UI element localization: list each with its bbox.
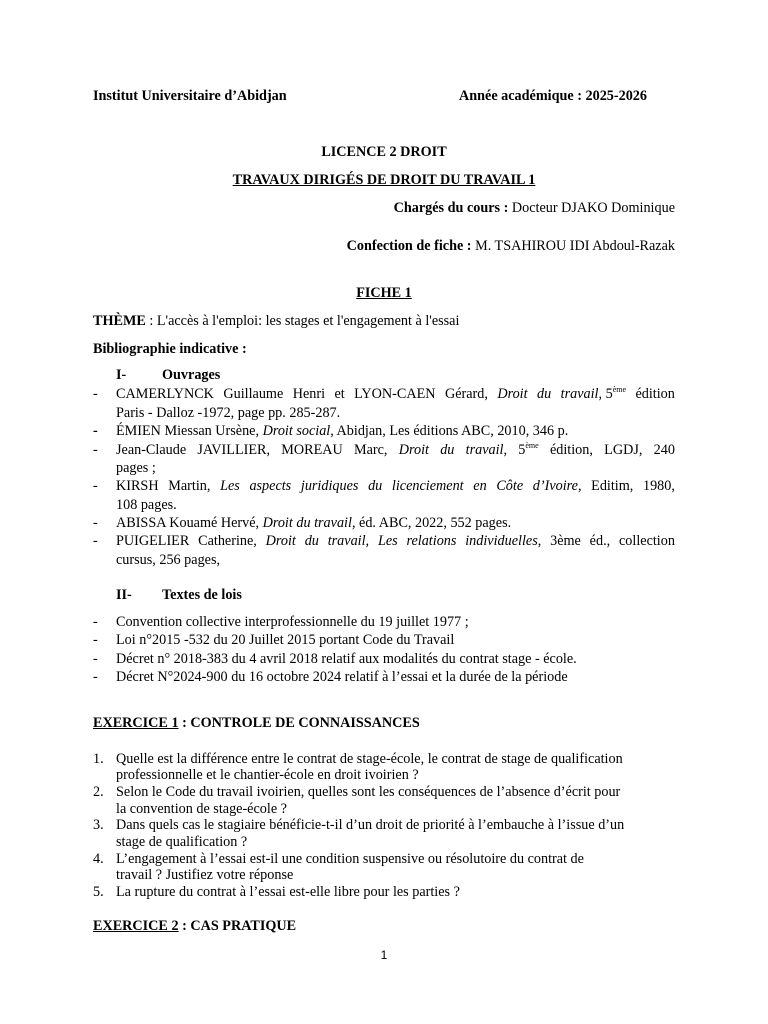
book-4-line2: 108 pages. [116, 497, 177, 513]
book-3-line2: pages ; [116, 460, 156, 476]
question-1-line1: Quelle est la différence entre le contrat de stage-école, le contrat de stage de qualification [116, 751, 623, 767]
program-title: LICENCE 2 DROIT [321, 144, 447, 160]
question-4-line1: L’engagement à l’essai est-il une condition suspensive ou résolutoire du contrat de [116, 851, 584, 867]
law-1: Convention collective interprofessionnelle du 19 juillet 1977 ; [116, 614, 469, 630]
book-2-title: Droit social [262, 423, 331, 439]
book-1-w1: CAMERLYNCK [116, 386, 214, 402]
book-3-w11: 240 [653, 442, 675, 458]
book-1-w7: Droit [497, 386, 528, 402]
academic-year-value: 2025-2026 [585, 88, 647, 104]
book-3-w6: du [440, 442, 455, 458]
book-3-dash: - [93, 442, 98, 458]
book-6-w1: PUIGELIER [116, 533, 190, 549]
fiche-title: FICHE 1 [356, 285, 412, 301]
book-4-w6: du [368, 478, 383, 494]
book-5-dash: - [93, 515, 98, 531]
book-3-line1 [116, 442, 675, 459]
book-6-w2: Catherine, [198, 533, 257, 549]
book-5-title: Droit du travail [262, 515, 352, 531]
author-value: M. TSAHIROU IDI Abdoul-Razak [471, 238, 675, 254]
book-2-publisher: , Abidjan, Les éditions ABC, 2010, 346 p. [330, 423, 569, 439]
book-3-w3: MOREAU [281, 442, 343, 458]
law-4: Décret N°2024-900 du 16 octobre 2024 relatif à l’essai et la durée de la période [116, 669, 568, 685]
book-3-w9: édition, [549, 442, 593, 458]
question-3-line2: stage de qualification ? [116, 834, 248, 850]
book-5-author: ABISSA Kouamé Hervé, [116, 515, 263, 531]
question-3-number: 3. [93, 817, 104, 833]
book-6-w10: éd., [589, 533, 611, 549]
book-5-line [116, 515, 511, 532]
academic-year [459, 88, 647, 105]
book-1-dash: - [93, 386, 98, 402]
law-3: Décret n° 2018-383 du 4 avril 2018 relatif aux modalités du contrat stage - école. [116, 651, 577, 667]
exercise1-title: : CONTROLE DE CONNAISSANCES [178, 715, 420, 731]
lecturer-label: Chargés du cours : [393, 200, 509, 216]
book-6-w9: 3ème [550, 533, 581, 549]
book-4-w12: 1980, [642, 478, 675, 494]
book-3-w7: travail, [465, 442, 508, 458]
exercise2-label: EXERCICE 2 [93, 918, 179, 934]
section1-title: Ouvrages [162, 367, 221, 383]
book-6-w3: Droit [265, 533, 296, 549]
book-3-w5: Droit [398, 442, 429, 458]
academic-year-label: Année académique : [459, 88, 586, 104]
question-5-line1: La rupture du contrat à l’essai est-elle libre pour les parties ? [116, 884, 460, 900]
exercise1-heading [93, 715, 420, 732]
book-3-w4: Marc, [354, 442, 388, 458]
theme-line [93, 313, 459, 330]
bibliography-title: Bibliographie indicative : [93, 341, 247, 357]
book-1-w10: édition [635, 386, 675, 402]
page-number: 1 [380, 948, 388, 962]
section2-numeral: II- [116, 587, 132, 603]
book-1-w4: et [334, 386, 345, 402]
book-6-w4: du [304, 533, 319, 549]
lecturer-line [394, 200, 675, 217]
book-1-w2: Guillaume [223, 386, 284, 402]
book-4-w1: KIRSH [116, 478, 159, 494]
theme-value: : L'accès à l'emploi: les stages et l'engagement à l'essai [145, 313, 460, 329]
book-4-line1 [116, 478, 675, 495]
book-4-dash: - [93, 478, 98, 494]
question-3-line1: Dans quels cas le stagiaire bénéficie-t-il d’un droit de priorité à l’embauche à l’issue d’un [116, 817, 625, 833]
law-3-dash: - [93, 651, 98, 667]
book-5-publisher: , éd. ABC, 2022, 552 pages. [351, 515, 512, 531]
book-6-w11: collection [619, 533, 675, 549]
book-3-w1: Jean-Claude [116, 442, 187, 458]
book-4-w10: d’Ivoire, [532, 478, 582, 494]
law-4-dash: - [93, 669, 98, 685]
book-2-author: ÉMIEN Miessan Ursène, [116, 423, 263, 439]
question-2-line1: Selon le Code du travail ivoirien, quelles sont les conséquences de l’absence d’écrit pour [116, 784, 621, 800]
question-5-number: 5. [93, 884, 104, 900]
book-3-w10: LGDJ, [604, 442, 643, 458]
book-3-w2: JAVILLIER, [197, 442, 271, 458]
exercise1-label: EXERCICE 1 [93, 715, 179, 731]
book-1-line1 [116, 386, 675, 403]
book-4-w11: Editim, [591, 478, 634, 494]
book-1-w9: travail, 5ème [560, 385, 627, 402]
book-4-w9: Côte [496, 478, 524, 494]
book-6-line2: cursus, 256 pages, [116, 552, 221, 568]
book-6-w8: individuelles, [465, 533, 542, 549]
section2-title: Textes de lois [162, 587, 242, 603]
book-6-w7: relations [406, 533, 457, 549]
question-1-line2: professionnelle et le chantier-école en droit ivoirien ? [116, 767, 419, 783]
book-1-w6: Gérard, [444, 386, 488, 402]
author-line [347, 238, 675, 255]
book-1-w8: du [537, 386, 552, 402]
book-6-dash: - [93, 533, 98, 549]
question-2-number: 2. [93, 784, 104, 800]
book-6-line1 [116, 533, 675, 550]
book-1-w3: Henri [292, 386, 326, 402]
book-6-w6: Les [377, 533, 398, 549]
institution-name: Institut Universitaire d’Abidjan [93, 88, 287, 104]
law-2: Loi n°2015 -532 du 20 Juillet 2015 portant Code du Travail [116, 632, 455, 648]
book-2-dash: - [93, 423, 98, 439]
theme-label: THÈME [93, 313, 146, 329]
author-label: Confection de fiche : [346, 238, 472, 254]
exercise2-title: : CAS PRATIQUE [178, 918, 297, 934]
book-4-w3: Les [220, 478, 240, 494]
section1-numeral: I- [116, 367, 127, 383]
question-1-number: 1. [93, 751, 104, 767]
exercise2-heading [93, 918, 296, 935]
law-1-dash: - [93, 614, 98, 630]
book-4-w8: en [473, 478, 487, 494]
question-2-line2: la convention de stage-école ? [116, 801, 287, 817]
law-2-dash: - [93, 632, 98, 648]
book-2-line [116, 423, 568, 440]
book-4-w2: Martin, [168, 478, 211, 494]
course-title: TRAVAUX DIRIGÉS DE DROIT DU TRAVAIL 1 [232, 172, 536, 188]
book-4-w7: licenciement [391, 478, 464, 494]
book-4-w4: aspects [249, 478, 292, 494]
book-4-w5: juridiques [300, 478, 359, 494]
book-3-w8: 5ème [518, 441, 539, 458]
book-6-w5: travail, [327, 533, 370, 549]
book-1-w5: LYON-CAEN [354, 386, 436, 402]
question-4-number: 4. [93, 851, 104, 867]
lecturer-value: Docteur DJAKO Dominique [508, 200, 675, 216]
book-1-line2: Paris - Dalloz -1972, page pp. 285-287. [116, 405, 341, 421]
question-4-line2: travail ? Justifiez votre réponse [116, 867, 294, 883]
